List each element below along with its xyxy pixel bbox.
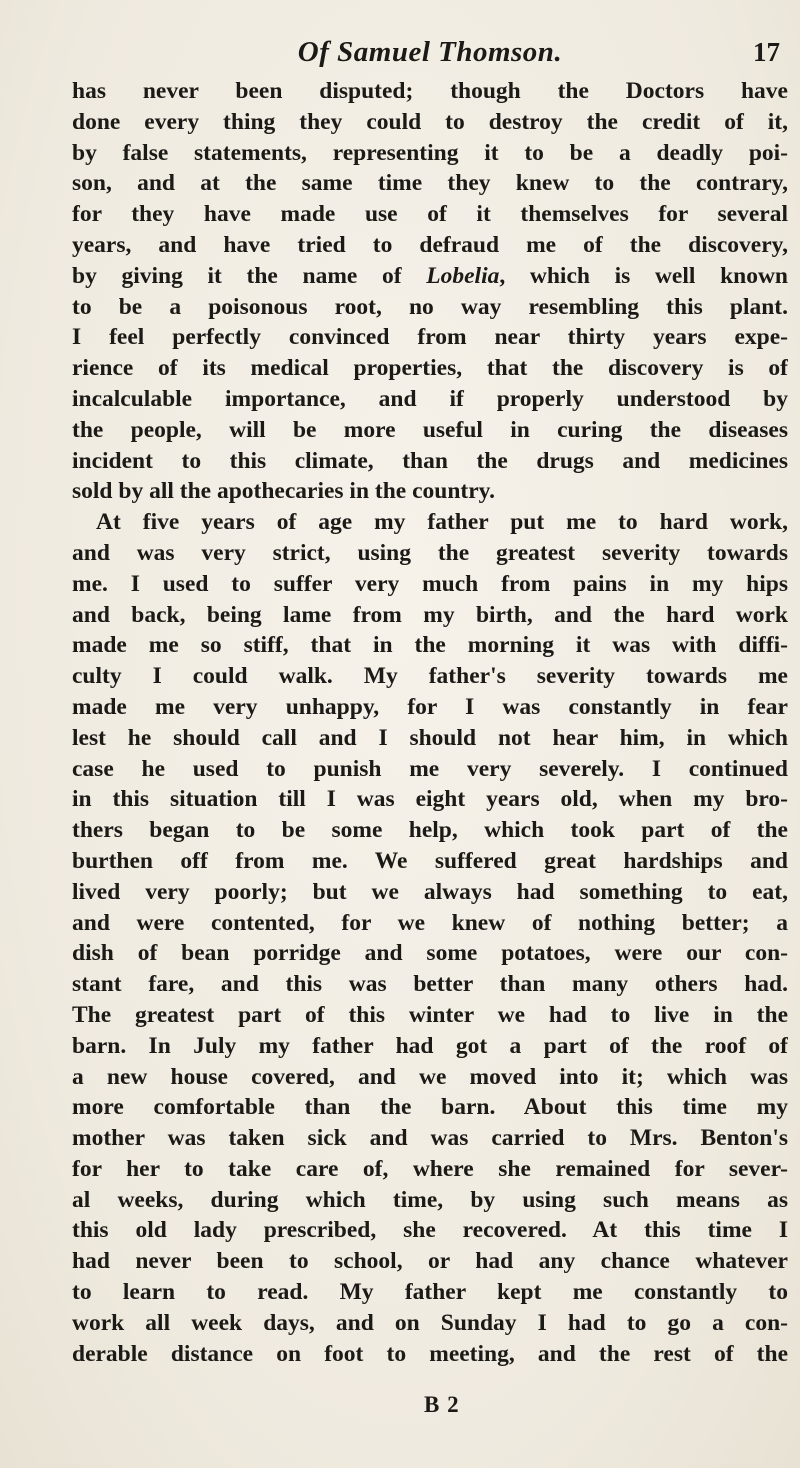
text-line: I feel perfectly convinced from near thirty years expe- <box>72 324 788 351</box>
text-line: The greatest part of this winter we had to live in the <box>72 1001 788 1028</box>
text-line: case he used to punish me very severely. I continued <box>72 755 788 782</box>
text-line: incident to this climate, than the drugs and medicines <box>72 447 788 474</box>
running-title: Of Samuel Thomson. <box>297 36 563 68</box>
text-line: burthen off from me. We suffered great hardships and <box>72 847 788 874</box>
text-line: for they have made use of it themselves for several <box>72 201 788 228</box>
text-line: done every thing they could to destroy the credit of it, <box>72 108 788 135</box>
text-line: has never been disputed; though the Doctors have <box>72 78 788 104</box>
text-line: and were contented, for we knew of nothing better; a <box>72 909 788 936</box>
page-number: 17 <box>753 37 780 67</box>
text-line: al weeks, during which time, by using such means as <box>72 1186 788 1213</box>
text-line: incalculable importance, and if properly understood by <box>72 385 788 412</box>
text-line: to be a poisonous root, no way resembling this plant. <box>72 293 788 320</box>
text-line: lived very poorly; but we always had something to eat, <box>72 878 788 905</box>
text-line: by giving it the name of Lobelia, which is well known <box>72 262 788 289</box>
text-line: derable distance on foot to meeting, and the rest of the <box>72 1340 788 1367</box>
italic-term: Lobelia <box>426 262 500 289</box>
text-line: At five years of age my father put me to hard work, <box>96 509 788 536</box>
text-line: a new house covered, and we moved into it; which was <box>72 1063 788 1090</box>
text-line: and was very strict, using the greatest severity towards <box>72 539 788 566</box>
text-line: made me so stiff, that in the morning it was with diffi- <box>72 632 788 659</box>
text-line: in this situation till I was eight years old, when my bro- <box>72 786 788 813</box>
text-line: for her to take care of, where she remained for sever- <box>72 1155 788 1182</box>
text-line: by false statements, representing it to be a deadly poi- <box>72 139 788 166</box>
text-line: sold by all the apothecaries in the country. <box>72 478 496 505</box>
text-line: had never been to school, or had any chance whatever <box>72 1248 788 1275</box>
text-line: made me very unhappy, for I was constantly in fear <box>72 693 788 720</box>
text-line: dish of bean porridge and some potatoes, were our con- <box>72 940 788 967</box>
text-line: more comfortable than the barn. About this time my <box>72 1094 788 1121</box>
running-head <box>80 32 780 72</box>
text-line: work all week days, and on Sunday I had to go a con- <box>72 1309 788 1336</box>
text-line: and back, being lame from my birth, and the hard work <box>72 601 788 628</box>
text-line: rience of its medical properties, that the discovery is of <box>72 355 788 382</box>
text-line: lest he should call and I should not hear him, in which <box>72 724 788 751</box>
signature-mark: B 2 <box>424 1392 460 1417</box>
text-line: mother was taken sick and was carried to Mrs. Benton's <box>72 1125 788 1152</box>
text-line: son, and at the same time they knew to the contrary, <box>72 170 788 197</box>
text-line: culty I could walk. My father's severity towards me <box>72 663 788 690</box>
text-line: the people, will be more useful in curing the diseases <box>72 416 788 443</box>
text-line: thers began to be some help, which took part of the <box>72 817 788 844</box>
text-line: to learn to read. My father kept me constantly to <box>72 1279 788 1306</box>
body-text <box>72 76 788 1369</box>
text-line: stant fare, and this was better than many others had. <box>72 971 788 998</box>
text-line: me. I used to suffer very much from pains in my hips <box>72 570 788 597</box>
text-line: years, and have tried to defraud me of the discovery, <box>72 231 788 258</box>
text-line: barn. In July my father had got a part of the roof of <box>72 1032 788 1059</box>
text-line: this old lady prescribed, she recovered. At this time I <box>72 1217 788 1244</box>
